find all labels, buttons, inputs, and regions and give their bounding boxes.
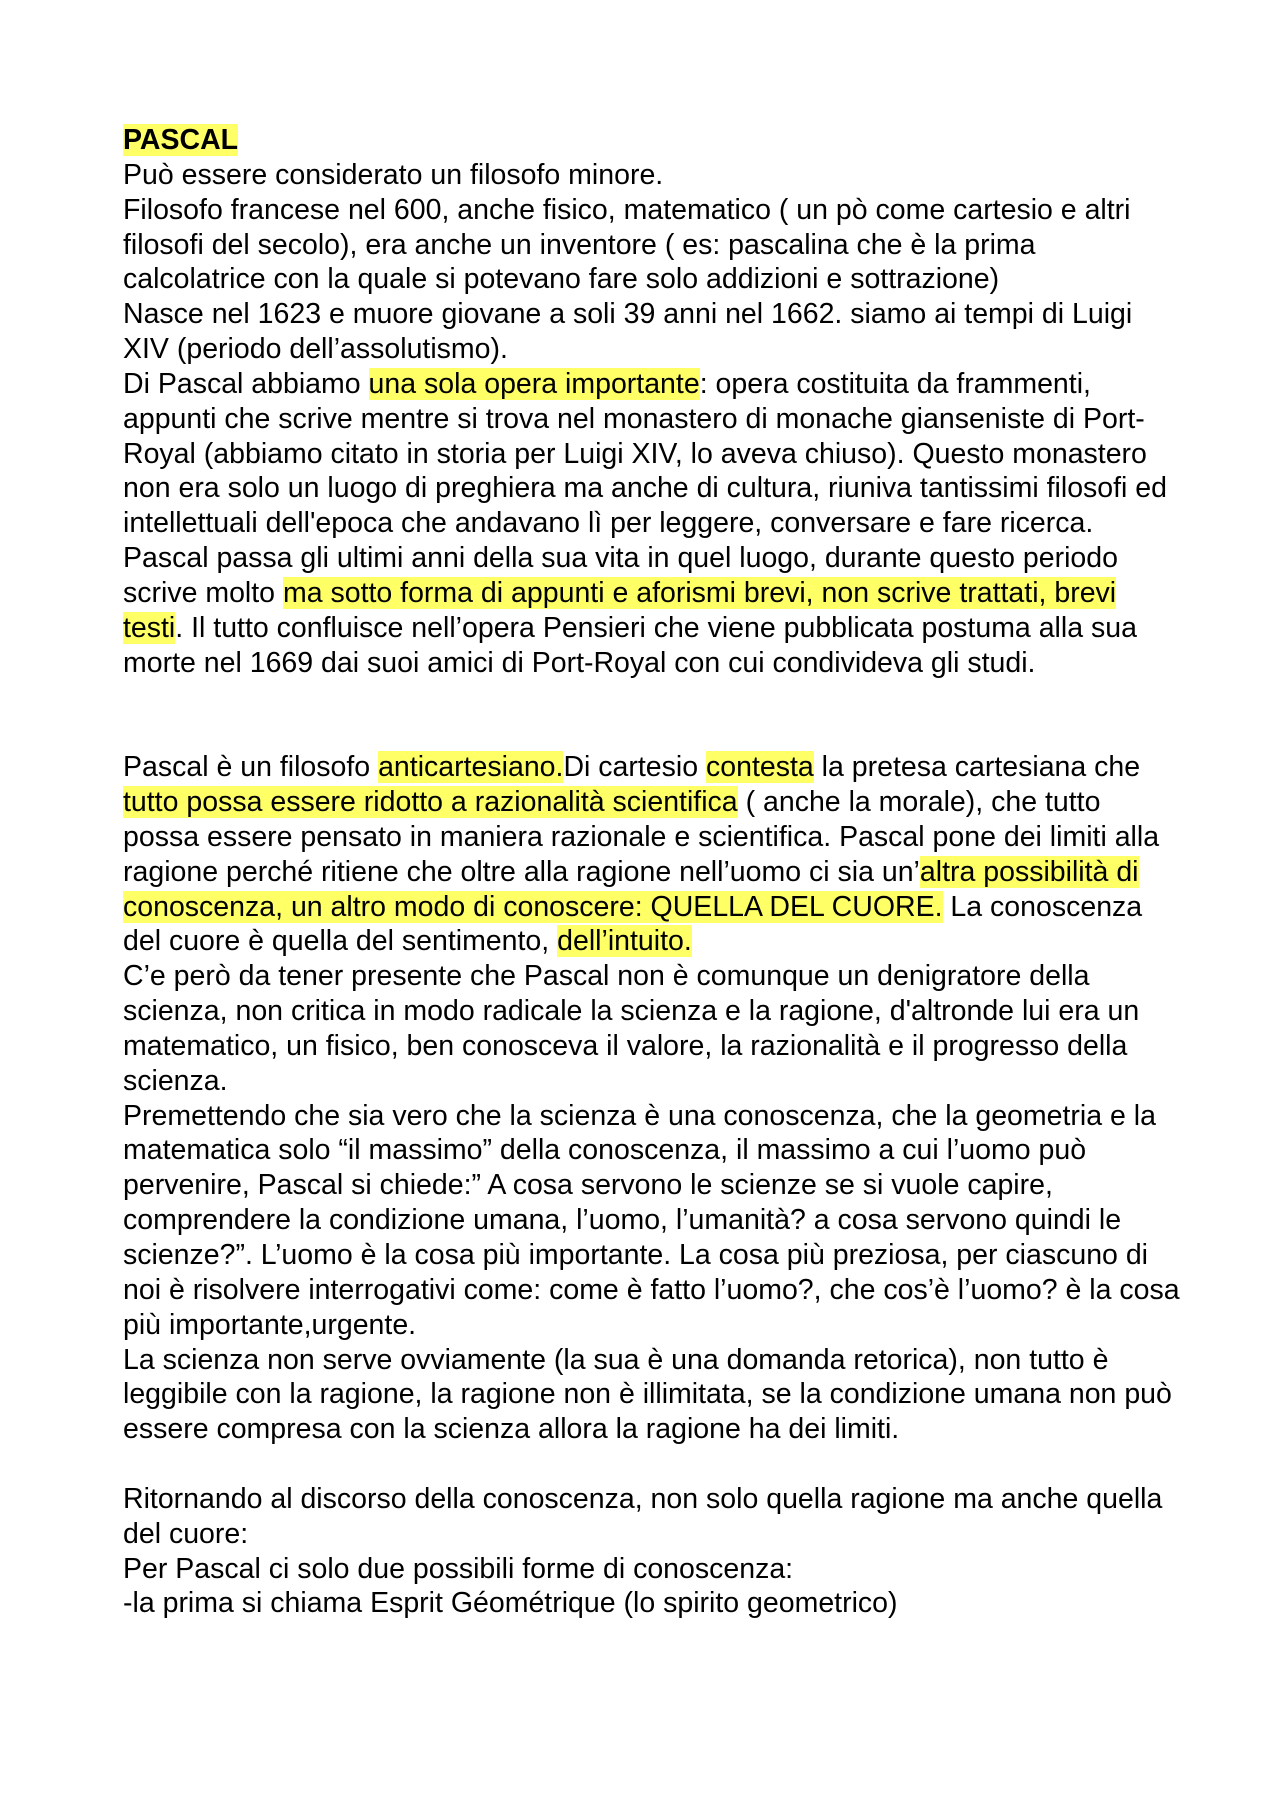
paragraph-spacer bbox=[123, 1447, 1183, 1482]
document-page bbox=[123, 123, 1183, 1621]
highlighted-text: dell’intuito. bbox=[557, 925, 692, 958]
text-segment: la pretesa cartesiana che bbox=[813, 751, 1141, 784]
text-segment: Filosofo francese nel 600, anche fisico, matematico ( un pò come cartesio e altri filosofi del secolo), era anche un inventore ( es: pascalina che è la prima calcolatrice con la quale si potevano fare solo addizioni e sottrazione) bbox=[123, 193, 1131, 296]
paragraph-spacer bbox=[123, 681, 1183, 751]
text-segment: . Il tutto confluisce nell’opera Pensieri che viene pubblicata postuma alla sua morte nel 1669 dai suoi amici di Port-Royal con cui condivideva gli studi. bbox=[123, 611, 1137, 679]
text-segment: Ritornando al discorso della conoscenza, non solo quella ragione ma anche quella del cuore: bbox=[123, 1482, 1163, 1550]
text-segment: La scienza non serve ovviamente (la sua è una domanda retorica), non tutto è leggibile con la ragione, la ragione non è illimitata, se la condizione umana non può essere compresa con la scienza allora la ragione ha dei limiti. bbox=[123, 1343, 1172, 1446]
paragraph-3 bbox=[123, 1482, 1183, 1621]
text-segment: Può essere considerato un filosofo minore. bbox=[123, 158, 664, 191]
text-segment: Premettendo che sia vero che la scienza è una conoscenza, che la geometria e la matematica solo “il massimo” della conoscenza, il massimo a cui l’uomo può pervenire, Pascal si chiede:” A cosa servono le scienze se si vuole capire, comprendere la condizione umana, l’uomo, l’umanità? a cosa servono quindi le scienze?”. L’uomo è la cosa più importante. La cosa più preziosa, per ciascuno di noi è risolvere interrogativi come: come è fatto l’uomo?, che cos’è l’uomo? è la cosa più importante,urgente. bbox=[123, 1099, 1180, 1341]
text-segment: La conoscenza del cuore è quella del sentimento, bbox=[123, 890, 1143, 958]
highlighted-text: contesta bbox=[706, 751, 814, 784]
highlighted-text: ma sotto forma di appunti e aforismi brevi, non scrive trattati, brevi testi bbox=[123, 576, 1117, 644]
highlighted-text: una sola opera importante bbox=[368, 367, 700, 400]
text-segment: Nasce nel 1623 e muore giovane a soli 39 anni nel 1662. siamo ai tempi di Luigi XIV (periodo dell’assolutismo). bbox=[123, 298, 1133, 366]
highlighted-text: anticartesiano. bbox=[378, 751, 564, 784]
text-segment: : opera costituita da frammenti, appunti che scrive mentre si trova nel monastero di monache gianseniste di Port-Royal (abbiamo citato in storia per Luigi XIV, lo aveva chiuso). Questo monastero non era solo un luogo di preghiera ma anche di cultura, riuniva tantissimi filosofi ed intellettuali dell'epoca che andavano lì per leggere, conversare e fare ricerca. Pascal passa gli ultimi anni della sua vita in quel luogo, durante questo periodo scrive molto bbox=[123, 367, 1168, 609]
text-segment: Di cartesio bbox=[563, 751, 706, 784]
document-title bbox=[123, 123, 1183, 158]
text-segment: C’e però da tener presente che Pascal non è comunque un denigratore della scienza, non critica in modo radicale la scienza e la ragione, d'altronde lui era un matematico, un fisico, ben conosceva il valore, la razionalità e il progresso della scienza. bbox=[123, 960, 1140, 1097]
text-segment: Di Pascal abbiamo bbox=[123, 367, 369, 400]
text-segment: Pascal è un filosofo bbox=[123, 751, 379, 784]
highlighted-text: tutto possa essere ridotto a razionalità scientifica bbox=[123, 786, 738, 819]
text-segment: -la prima si chiama Esprit Géométrique (lo spirito geometrico) bbox=[123, 1587, 898, 1620]
text-segment: ( anche la morale), che tutto possa essere pensato in maniera razionale e scientifica. Pascal pone dei limiti alla ragione perché ritiene che oltre alla ragione nell’uomo ci sia un’ bbox=[123, 786, 1160, 888]
title-highlight: PASCAL bbox=[123, 124, 239, 156]
highlighted-text: altra possibilità di conoscenza, un altro modo di conoscere: QUELLA DEL CUORE. bbox=[123, 855, 1139, 923]
text-segment: Per Pascal ci solo due possibili forme di conoscenza: bbox=[123, 1552, 794, 1585]
paragraph-2 bbox=[123, 750, 1183, 1447]
paragraph-1 bbox=[123, 158, 1183, 681]
